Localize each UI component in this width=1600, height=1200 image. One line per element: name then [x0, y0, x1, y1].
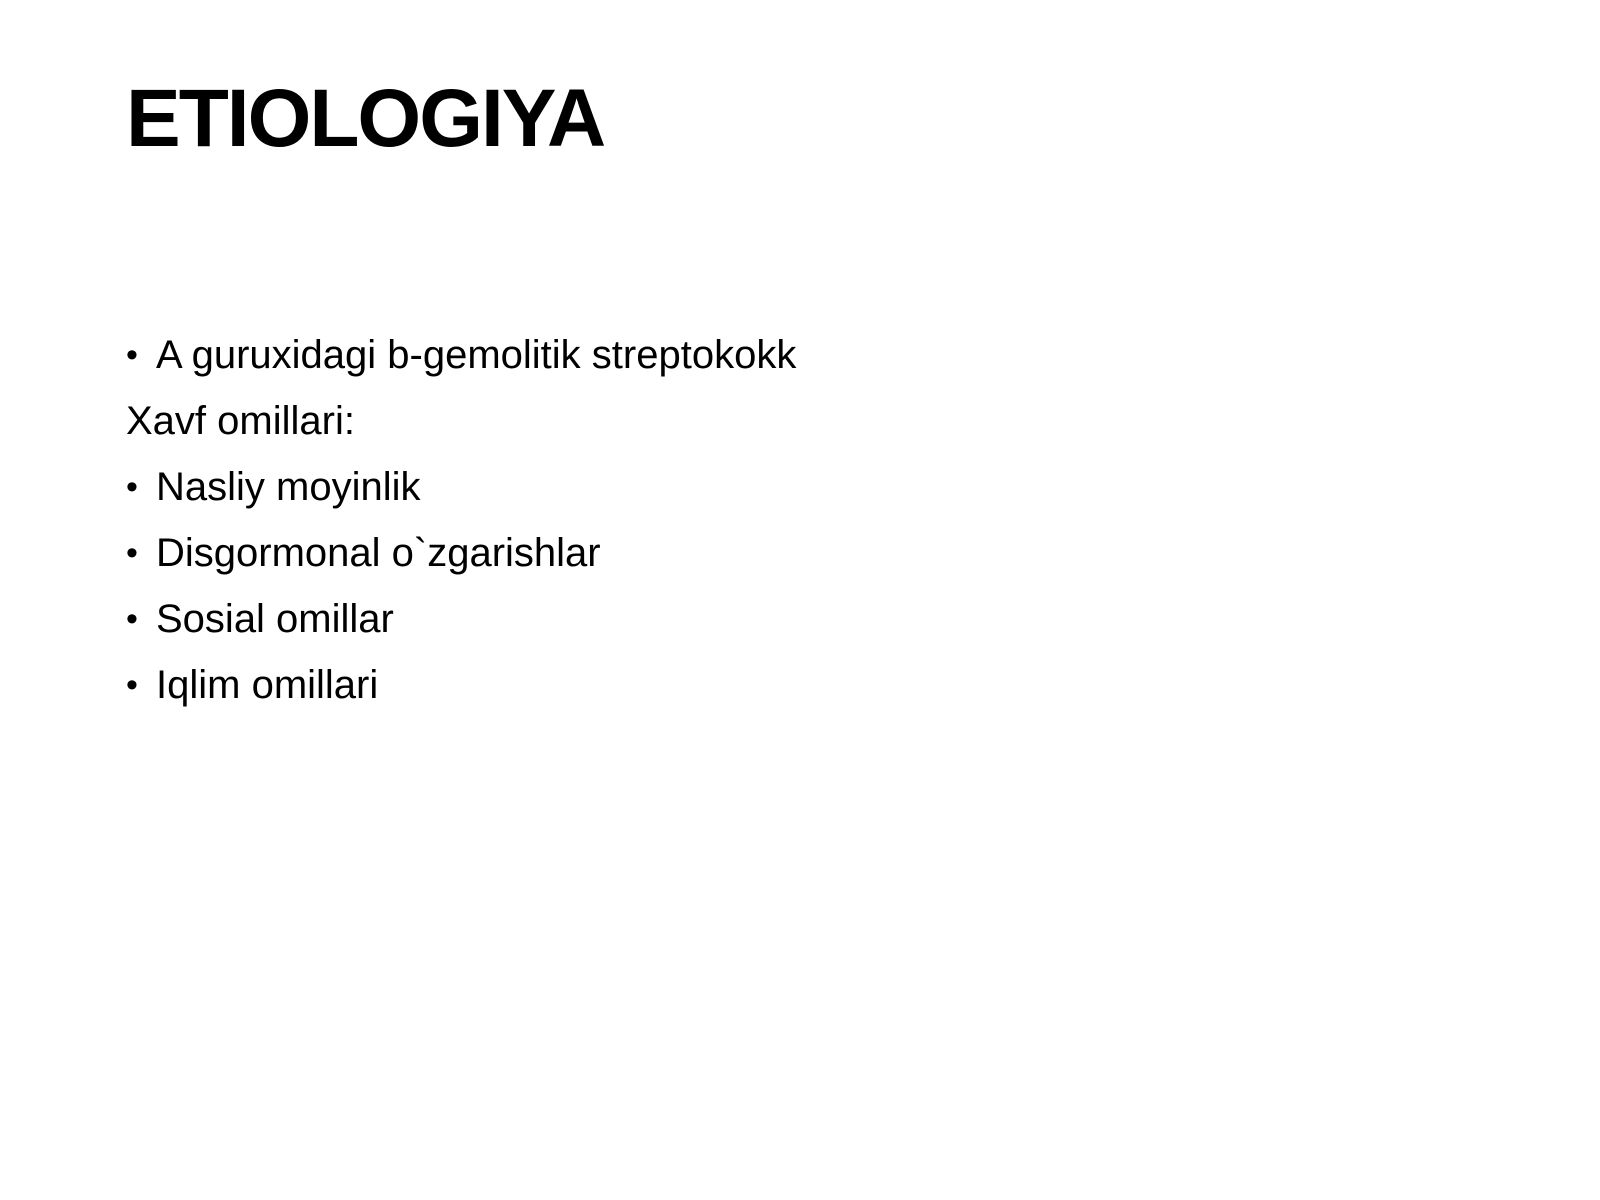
list-item-bullet: [126, 652, 1426, 718]
bullet-icon: •: [126, 534, 138, 572]
list-item-text: Nasliy moyinlik: [156, 465, 421, 509]
slide-content: [126, 322, 1426, 718]
slide-title: ETIOLOGIYA: [126, 73, 605, 164]
bullet-icon: •: [126, 468, 138, 506]
list-item-text: A guruxidagi b-gemolitik streptokokk: [156, 333, 797, 377]
list-item-bullet: [126, 520, 1426, 586]
list-item-bullet: [126, 454, 1426, 520]
list-item-text: Iqlim omillari: [156, 663, 379, 707]
list-item-bullet: [126, 586, 1426, 652]
bullet-icon: •: [126, 336, 138, 374]
list-heading: [126, 388, 1426, 454]
list-heading-text: Xavf omillari:: [126, 399, 355, 443]
list-item-text: Disgormonal o`zgarishlar: [156, 531, 601, 575]
bullet-icon: •: [126, 600, 138, 638]
list-item-bullet: [126, 322, 1426, 388]
list-item-text: Sosial omillar: [156, 597, 394, 641]
bullet-icon: •: [126, 666, 138, 704]
